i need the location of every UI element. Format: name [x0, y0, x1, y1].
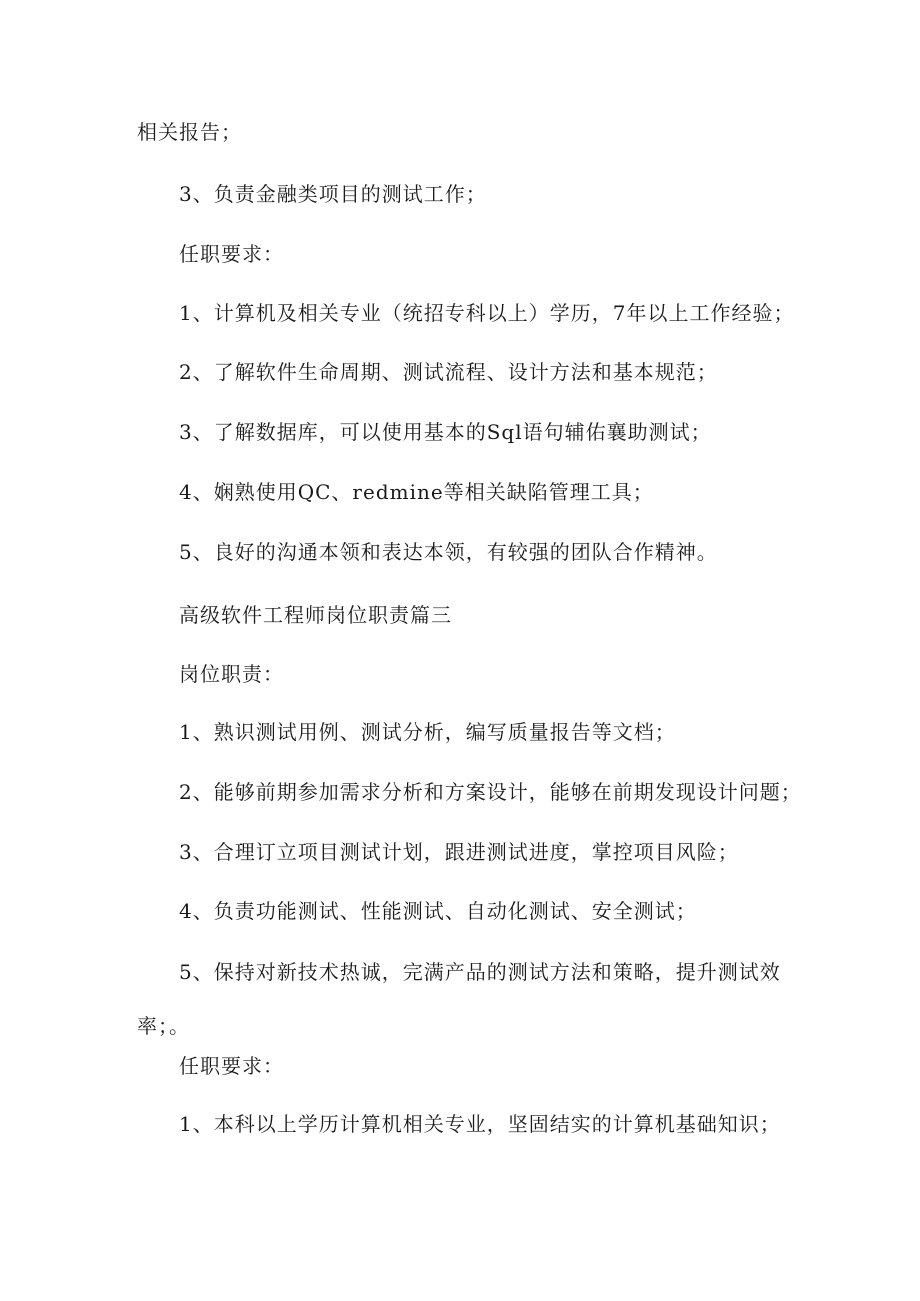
requirement-item-4: 4、娴熟使用QC、redmine等相关缺陷管理工具； [179, 480, 654, 504]
requirement-item-5: 5、良好的沟通本领和表达本领，有较强的团队合作精神。 [179, 540, 718, 564]
requirement-item-2: 2、了解软件生命周期、测试流程、设计方法和基本规范； [179, 360, 718, 384]
section-heading-duties: 岗位职责： [179, 662, 284, 686]
section-heading-requirements-2: 任职要求： [179, 1054, 284, 1078]
section-heading-requirements: 任职要求： [179, 242, 284, 266]
article-heading: 高级软件工程师岗位职责篇三 [179, 603, 452, 627]
duty-item-4: 4、负责功能测试、性能测试、自动化测试、安全测试； [179, 899, 697, 923]
requirement-item-3: 3、了解数据库，可以使用基本的Sql语句辅佑襄助测试； [179, 420, 712, 444]
duty-item-5: 5、保持对新技术热诚，完满产品的测试方法和策略，提升测试效 [179, 960, 781, 984]
duty-item-3: 3、负责金融类项目的测试工作； [179, 182, 487, 206]
duty-item-2: 2、能够前期参加需求分析和方案设计，能够在前期发现设计问题； [179, 780, 802, 804]
duty-item-3b: 3、合理订立项目测试计划，跟进测试进度，掌控项目风险； [179, 840, 739, 864]
requirement-item-1: 1、计算机及相关专业（统招专科以上）学历，7年以上工作经验； [179, 301, 795, 325]
duty-item-1: 1、熟识测试用例、测试分析，编写质量报告等文档； [179, 720, 676, 744]
requirement-item-1b: 1、本科以上学历计算机相关专业，坚固结实的计算机基础知识； [179, 1112, 781, 1136]
duty-item-5-continuation: 率；。 [137, 1014, 190, 1038]
text-line-continuation: 相关报告； [137, 120, 242, 144]
